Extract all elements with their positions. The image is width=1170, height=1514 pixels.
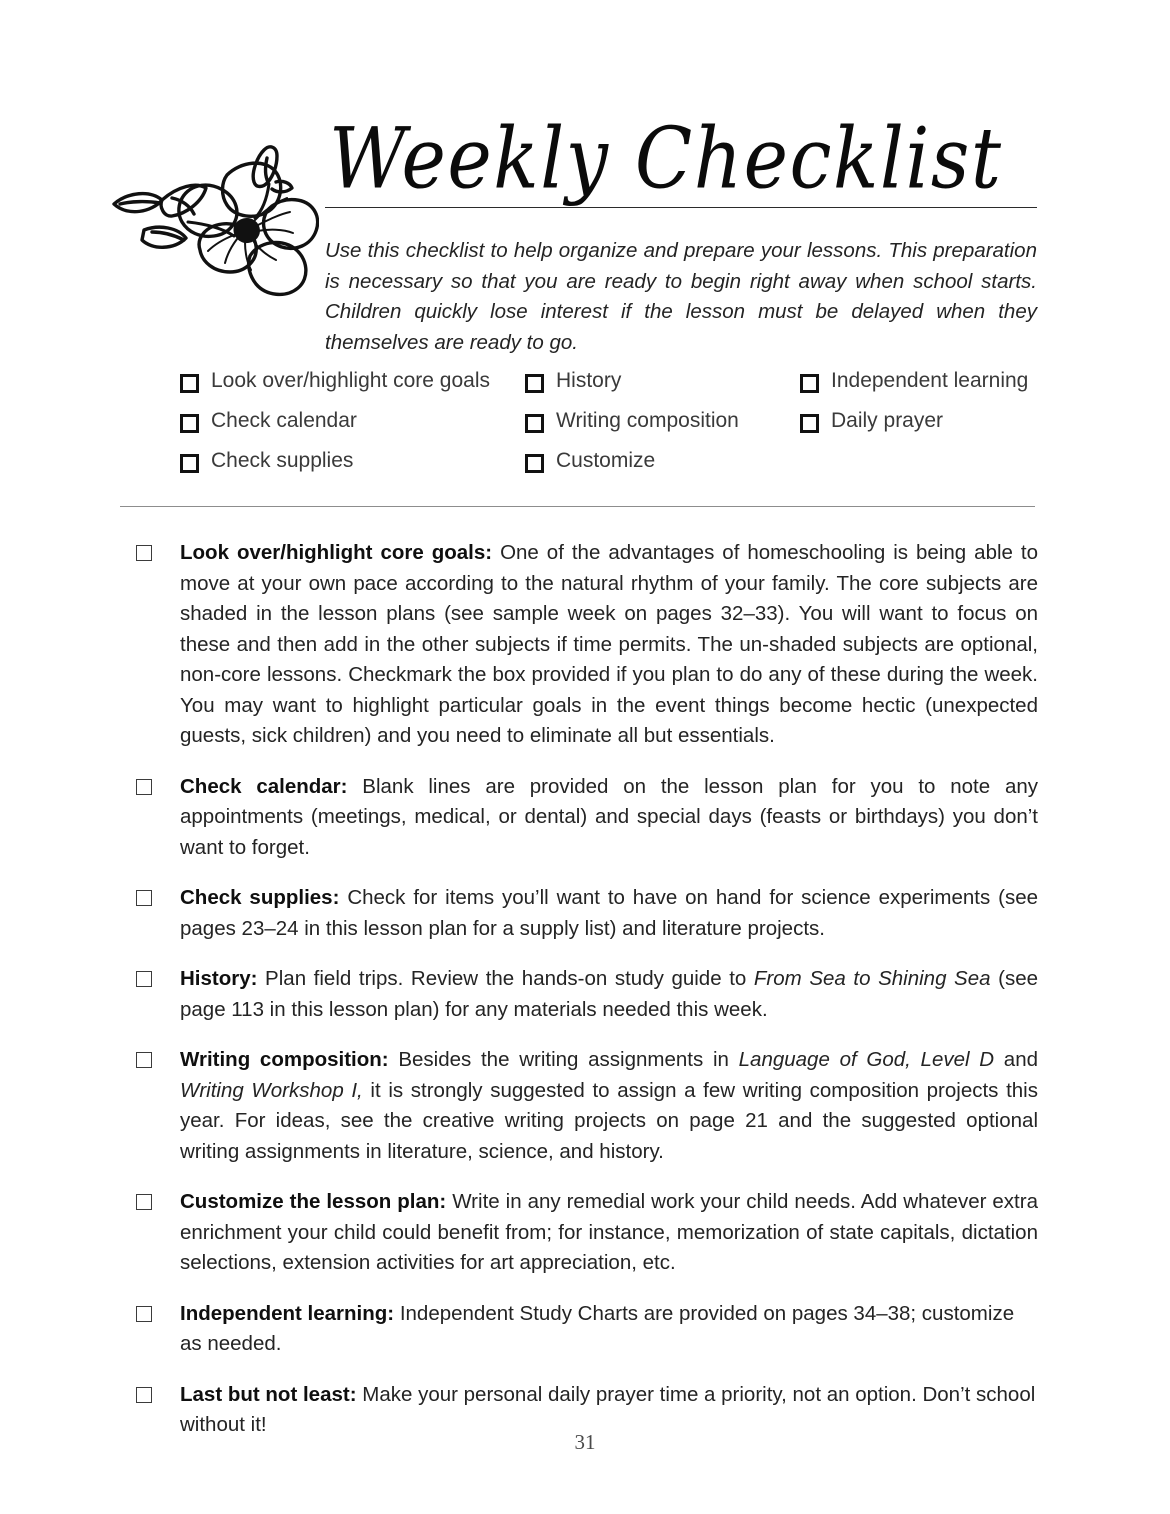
list-item-body: One of the advantages of homeschooling is being able to move at your own pace according to the natural rhythm of your family. The core subjects are shaded in the lesson plans (see sample week on pages 32–33). You will want to focus on these and then add in the other subjects if time permits. The un-shaded subjects are optional, non-core lessons. Checkmark the box provided if you plan to do any of these during the week. You may want to highlight particular goals in the event things become hectic (unexpected guests, sick children) and you need to eliminate all but essentials. — [180, 541, 1038, 747]
checkbox-icon[interactable] — [525, 414, 544, 433]
list-item-label: History: — [180, 967, 258, 990]
checklist-grid-item[interactable] — [180, 368, 525, 394]
checklist-grid-item[interactable] — [180, 448, 525, 474]
flower-ornament-icon — [104, 138, 319, 313]
page-header — [0, 0, 1170, 354]
list-item-body: Blank lines are provided on the lesson plan for you to note any appointments (meetings, medical, or dental) and special days (feasts or birthdays) you don’t want to forget. — [180, 774, 1038, 859]
list-item-text — [180, 964, 1038, 1025]
list-item[interactable] — [136, 1187, 1038, 1279]
checkbox-icon[interactable] — [180, 414, 199, 433]
checklist-grid-item[interactable] — [525, 408, 800, 434]
checklist-grid-label: Look over/highlight core goals — [211, 369, 491, 392]
list-item-text — [180, 1299, 1038, 1360]
checkbox-icon[interactable] — [800, 374, 819, 393]
list-item-text — [180, 772, 1038, 864]
checklist-grid-label: Check calendar — [211, 409, 357, 432]
list-item[interactable] — [136, 772, 1038, 864]
list-item-text — [180, 538, 1038, 752]
checkbox-icon[interactable] — [180, 454, 199, 473]
list-item-body: Write in any remedial work your child needs. Add whatever extra enrichment your child could benefit from; for instance, memorization of state capitals, dictation selections, extension activities for art appreciation, etc. — [180, 1190, 1038, 1274]
checklist-grid-label: Customize — [556, 449, 656, 472]
checklist-grid-item[interactable] — [180, 408, 525, 434]
list-item-label: Check supplies: — [180, 886, 340, 909]
checklist-grid-item[interactable] — [525, 448, 800, 474]
list-item-body: it is strongly suggested to assign a few writing composition projects this year. For ideas, see the creative writing projects on page 21 and the suggested optional writing assignments in literature, science, and history. — [180, 1078, 1038, 1163]
checkbox-icon[interactable] — [525, 374, 544, 393]
checklist-grid-row — [180, 408, 1050, 448]
list-item-label: Last but not least: — [180, 1382, 357, 1406]
checkbox-icon[interactable] — [136, 1387, 152, 1403]
checkbox-icon[interactable] — [136, 545, 152, 561]
checkbox-icon[interactable] — [800, 414, 819, 433]
checklist-grid-row — [180, 448, 1050, 488]
section-divider — [120, 506, 1035, 507]
checklist-grid — [180, 368, 1050, 488]
list-item-label: Writing composition: — [180, 1048, 389, 1071]
list-item-label: Check calendar: — [180, 774, 348, 798]
checkbox-icon[interactable] — [180, 374, 199, 393]
checklist-grid-label: Writing composition — [556, 409, 739, 432]
list-item-text — [180, 1045, 1038, 1167]
checklist-grid-label: Check supplies — [211, 449, 354, 472]
checklist-grid-label: Independent learning — [831, 369, 1029, 392]
checkbox-icon[interactable] — [136, 1306, 152, 1322]
list-item[interactable] — [136, 538, 1038, 752]
list-item-body: Independent Study Charts are provided on pages 34–38; customize as needed. — [180, 1301, 1015, 1355]
list-item-body: (see page 113 in this lesson plan) for any materials needed this week. — [180, 967, 1039, 1021]
checklist-details — [136, 538, 1038, 1441]
list-item-label: Customize the lesson plan: — [180, 1190, 447, 1213]
book-title: Writing Workshop I, — [180, 1078, 363, 1102]
list-item[interactable] — [136, 1299, 1038, 1360]
checklist-grid-row — [180, 368, 1050, 408]
book-title: Language of God, Level D — [738, 1048, 995, 1071]
checkbox-icon[interactable] — [136, 1194, 152, 1210]
title-block — [325, 108, 1037, 208]
list-item-text — [180, 1187, 1038, 1279]
book-title: From Sea to Shining Sea — [753, 967, 991, 990]
checklist-grid-label: History — [556, 369, 622, 392]
list-item-body: and — [994, 1048, 1038, 1071]
page-number: 31 — [574, 1430, 596, 1454]
checklist-grid-item[interactable] — [800, 368, 1050, 394]
list-item[interactable] — [136, 1045, 1038, 1167]
intro-paragraph: Use this checklist to help organize and prepare your lessons. This preparation is necessary so that you are ready to begin right away when school starts. Children quickly lose interest if the lesson must be delayed when they themselves are ready to go. — [325, 239, 1037, 354]
list-item-body: Make your personal daily prayer time a priority, not an option. Don’t school without it! — [180, 1382, 1036, 1436]
checklist-grid-label: Daily prayer — [831, 409, 944, 432]
list-item-body: Besides the writing assignments in — [388, 1048, 739, 1071]
checkbox-icon[interactable] — [136, 779, 152, 795]
list-item-body: Plan field trips. Review the hands-on study guide to — [257, 967, 754, 990]
list-item[interactable] — [136, 883, 1038, 944]
list-item[interactable] — [136, 964, 1038, 1025]
checkbox-icon[interactable] — [136, 890, 152, 906]
checkbox-icon[interactable] — [136, 1052, 152, 1068]
checklist-grid-item[interactable] — [800, 408, 1050, 434]
checkbox-icon[interactable] — [525, 454, 544, 473]
list-item-label: Look over/highlight core goals: — [180, 541, 493, 564]
list-item-label: Independent learning: — [180, 1301, 395, 1325]
list-item-body: Check for items you’ll want to have on hand for science experiments (see pages 23–24 in this lesson plan for a supply list) and literature projects. — [180, 886, 1038, 940]
checklist-grid-item[interactable] — [525, 368, 800, 394]
list-item-text — [180, 883, 1038, 944]
checkbox-icon[interactable] — [136, 971, 152, 987]
page-title: Weekly Checklist — [329, 108, 1003, 208]
